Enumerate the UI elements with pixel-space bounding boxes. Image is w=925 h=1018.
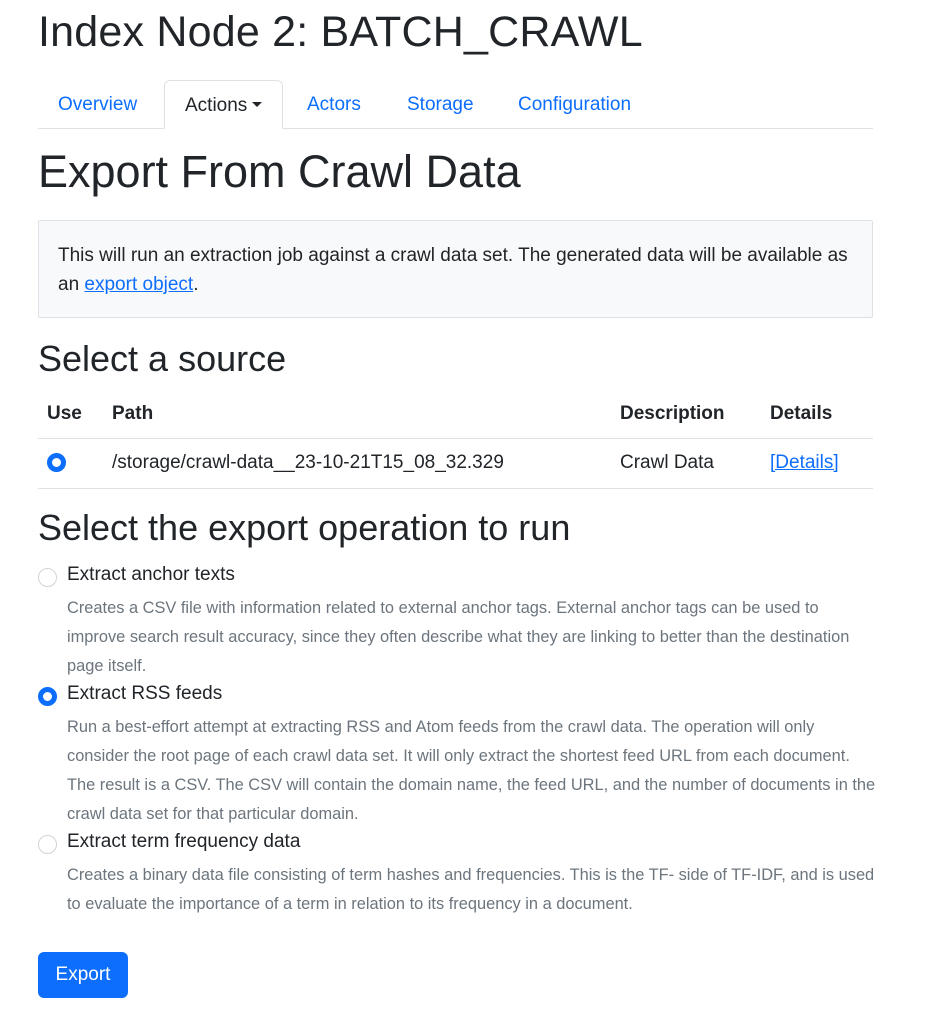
info-text: This will run an extraction job against a crawl data set. The generated data will be available as an bbox=[58, 245, 848, 295]
source-radio[interactable] bbox=[47, 453, 66, 472]
option-label[interactable]: Extract RSS feeds bbox=[67, 683, 223, 704]
info-box bbox=[38, 220, 873, 318]
source-heading: Select a source bbox=[38, 338, 287, 379]
col-path: Path bbox=[103, 390, 611, 438]
option-label[interactable]: Extract term frequency data bbox=[67, 831, 301, 852]
col-use: Use bbox=[38, 390, 103, 438]
source-description: Crawl Data bbox=[611, 438, 761, 488]
anchor-texts-radio[interactable] bbox=[38, 568, 57, 587]
option-label[interactable]: Extract anchor texts bbox=[67, 564, 235, 585]
col-description: Description bbox=[611, 390, 761, 438]
source-table bbox=[38, 390, 873, 489]
export-object-link[interactable]: export object bbox=[84, 274, 194, 295]
export-button[interactable]: Export bbox=[38, 952, 128, 998]
page-title: Index Node 2: BATCH_CRAWL bbox=[38, 8, 643, 56]
nav-tabs bbox=[38, 80, 873, 129]
operation-heading: Select the export operation to run bbox=[38, 507, 571, 548]
tab-actions[interactable] bbox=[164, 80, 283, 129]
option-description: Creates a binary data file consisting of term hashes and frequencies. This is the TF- side of TF-IDF, and is used to evaluate the importance of a term in relation to its frequency in a document. bbox=[67, 866, 875, 913]
details-link[interactable]: [Details] bbox=[770, 452, 839, 473]
tab-configuration[interactable]: Configuration bbox=[518, 94, 632, 115]
term-frequency-radio[interactable] bbox=[38, 835, 57, 854]
col-details: Details bbox=[761, 390, 873, 438]
tab-overview[interactable]: Overview bbox=[58, 94, 138, 115]
tab-storage[interactable]: Storage bbox=[407, 94, 474, 115]
info-text-end: . bbox=[193, 274, 199, 295]
caret-down-icon bbox=[252, 102, 262, 107]
option-description: Run a best-effort attempt at extracting RSS and Atom feeds from the crawl data. The operation will only consider the root page of each crawl data set. It will only extract the shortest feed URL from each document. The result is a CSV. The CSV will contain the domain name, the feed URL, and the number of documents in the crawl data set for that particular domain. bbox=[67, 718, 876, 823]
section-heading: Export From Crawl Data bbox=[38, 146, 521, 197]
tab-actors[interactable]: Actors bbox=[307, 94, 361, 115]
rss-feeds-radio[interactable] bbox=[38, 687, 57, 706]
source-path: /storage/crawl-data__23-10-21T15_08_32.329 bbox=[103, 438, 611, 488]
option-description: Creates a CSV file with information related to external anchor tags. External anchor tags can be used to improve search result accuracy, since they often describe what they are linking to better than the destination page itself. bbox=[67, 599, 850, 675]
table-row bbox=[38, 438, 873, 488]
tab-actions-label: Actions bbox=[185, 95, 248, 116]
